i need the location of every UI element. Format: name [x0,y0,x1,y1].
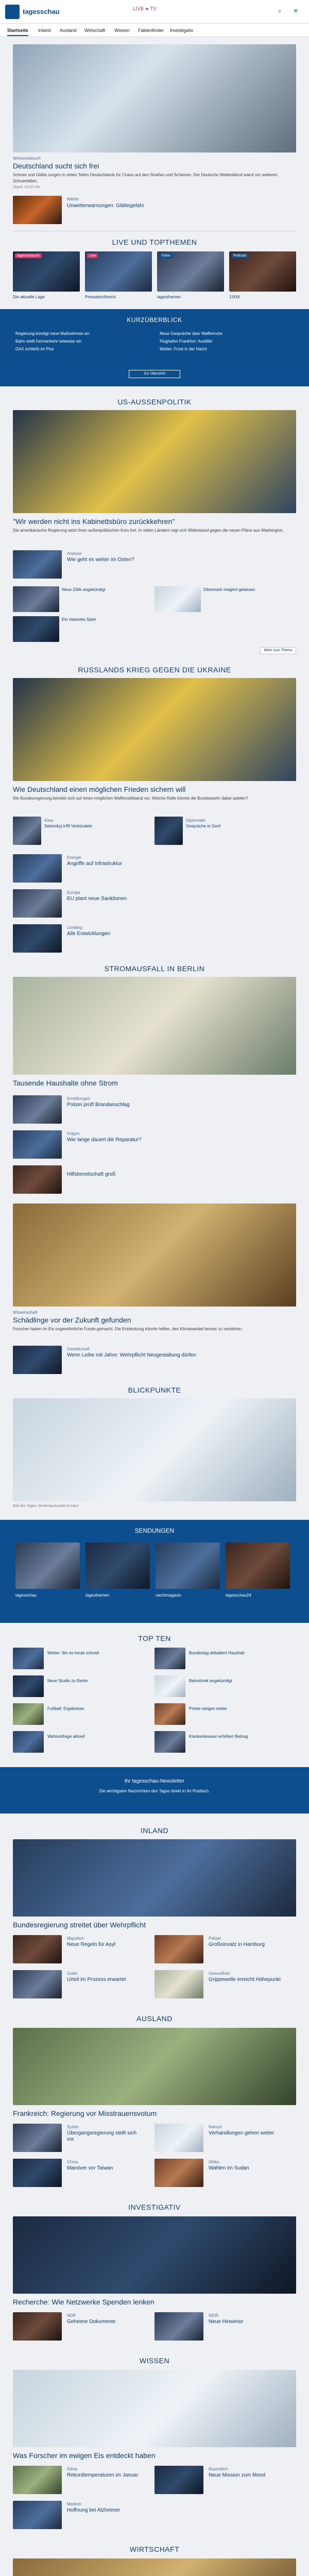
section-heading: US-AUSSENPOLITIK [117,398,192,406]
ausland-card-topline: Nahost [209,2125,222,2129]
topten-item[interactable]: Neue Studie zu Rente [47,1679,88,1683]
ticker-item[interactable]: Bahn stellt Fernverkehr teilweise ein [15,339,82,344]
inland-card-topline: Gesundheit [209,1971,230,1976]
section-heading: INLAND [140,1826,169,1835]
ukraine-card-topline: Europa [67,890,80,895]
wissen-card-image[interactable] [13,2501,62,2529]
hero-meta: Stand: 10:32 Uhr [13,185,40,189]
ukraine-card-title[interactable]: Selenskyj trifft Verbündete [44,824,92,828]
nav-item[interactable]: Startseite [7,28,28,36]
ausland-hero-image[interactable] [13,2028,296,2105]
sendung-label[interactable]: tagesschau [15,1593,37,1598]
us-card-title[interactable]: Neue Zölle angekündigt [62,587,106,592]
topten-item[interactable]: Bundestag debattiert Haushalt [189,1651,245,1655]
us-card-image[interactable] [154,586,201,612]
wissen-card-title[interactable]: Neue Mission zum Mond [209,2472,266,2478]
section-heading: AUSLAND [136,2014,173,2023]
ukraine-card-title[interactable]: Angriffe auf Infrastruktur [67,861,123,867]
topten-item[interactable]: Bahnstreik angekündigt [189,1679,232,1683]
inland-hero-image[interactable] [13,1839,296,1917]
nav-item[interactable]: Wirtschaft [84,28,106,33]
sendung-label[interactable]: nachtmagazin [156,1593,181,1598]
wissen-card-title[interactable]: Hoffnung bei Alzheimer [67,2507,121,2513]
sendung-label[interactable]: tagesthemen [85,1593,110,1598]
live-card-title[interactable]: 11KM [229,295,240,299]
berlin-card-topline: Folgen [67,1131,80,1136]
ukraine-card-image[interactable] [154,817,183,845]
inland-card-title[interactable]: Großeinsatz in Hamburg [209,1942,265,1947]
ticker-heading: KURZÜBERBLICK [127,316,182,324]
ukraine-card-topline: Diplomatie [186,818,205,823]
berlin-card-image[interactable] [13,1095,62,1124]
us-more-button[interactable]: Mehr zum Thema [260,647,296,654]
ukraine-card-topline: Liveblog [67,925,82,930]
inland-card-topline: Migration [67,1936,84,1941]
hero-image[interactable] [13,44,296,152]
live-badge: Live [87,253,98,258]
ukraine-card-image[interactable] [13,889,62,918]
inland-card-image[interactable] [154,1935,203,1963]
nav-item[interactable]: Wissen [114,28,130,33]
inland-card-topline: Polizei [209,1936,221,1941]
ukraine-title[interactable]: Wie Deutschland einen möglichen Frieden sichern will [13,785,186,793]
investigativ-card-topline: WDR [209,2313,219,2318]
ausland-card-topline: Afrika [209,2160,219,2164]
hero2-title[interactable]: Unwetterwarnungen: Glättegefahr [67,203,145,209]
us-card-image[interactable] [13,586,59,612]
topten-image[interactable] [13,1731,44,1753]
section-heading: LIVE UND TOPTHEMEN [112,238,197,246]
inland-card-image[interactable] [13,1935,62,1963]
nav-item[interactable]: Faktenfinder [138,28,164,33]
ausland-card-topline: Syrien [67,2125,79,2129]
topten-image[interactable] [13,1675,44,1697]
ausland-card-title[interactable]: Übergangsregierung stellt sich vor [67,2130,137,2142]
live-badge: tagesschau24 [15,253,42,258]
inland-card-topline: Justiz [67,1971,78,1976]
berlin-card-title[interactable]: Hilfsbereitschaft groß [67,1172,116,1177]
live-card-title[interactable]: tagesthemen [157,295,181,299]
hero2-image[interactable] [13,196,62,224]
investigativ-hero-image[interactable] [13,2216,296,2294]
berlin-title[interactable]: Tausende Haushalte ohne Strom [13,1079,118,1087]
topten-item[interactable]: Wetter: Wo es heute schneit [47,1651,99,1655]
ausland-card-title[interactable]: Manöver vor Taiwan [67,2165,113,2171]
ausland-card-title[interactable]: Verhandlungen gehen weiter [209,2130,274,2136]
nav-item[interactable]: Investigativ [170,28,194,33]
wissen-card-image[interactable] [13,2466,62,2494]
ukraine-card-image[interactable] [13,854,62,883]
wissen-card-title[interactable]: Rekordtemperaturen im Januar [67,2472,139,2478]
ticker-item[interactable]: Flughafen Frankfurt: Ausfälle [160,339,213,344]
ukraine-card-title[interactable]: EU plant neue Sanktionen [67,896,127,902]
us-card-title[interactable]: Wie geht es weiter im Osten? [67,557,134,563]
ausland-card-topline: China [67,2160,78,2164]
investigativ-card-title[interactable]: Geheime Dokumente [67,2319,116,2325]
feature2-topline: Gesellschaft [67,1347,90,1351]
hero-title[interactable]: Deutschland sucht sich frei [13,162,99,170]
berlin-hero-image[interactable] [13,977,296,1075]
sendung-label[interactable]: tagesschau24 [226,1593,251,1598]
ausland-title[interactable]: Frankreich: Regierung vor Misstrauensvotum [13,2109,157,2117]
section-heading: TOP TEN [138,1634,171,1642]
hero-topline: Wintereinbruch [13,156,41,161]
ausland-card-image[interactable] [154,2159,203,2187]
site-header [0,0,309,24]
wirtschaft-hero-image[interactable] [13,2558,296,2576]
live-tv-link[interactable]: LIVE ● TV [133,6,157,12]
ukraine-card-topline: Energie [67,855,81,860]
us-card-topline: Analyse [67,551,82,556]
section-heading: STROMAUSFALL IN BERLIN [104,964,205,973]
wissen-card-topline: Raumfahrt [209,2467,228,2471]
section-heading: WISSEN [139,2357,170,2365]
feature-topline: Wissenschaft [13,1310,38,1315]
sendung-image[interactable] [15,1543,80,1589]
berlin-card-title[interactable]: Polizei prüft Brandanschlag [67,1102,130,1108]
topten-item[interactable]: Preise steigen weiter [189,1706,228,1711]
investigativ-card-title[interactable]: Neue Hinweise [209,2319,244,2325]
topten-item[interactable]: Krankenkassen erhöhen Beitrag [189,1734,248,1739]
newsletter-panel [0,1767,309,1814]
live-badge: Video [159,253,173,258]
section-heading: BLICKPUNKTE [128,1386,181,1394]
section-heading: INVESTIGATIV [128,2203,181,2211]
berlin-card-image[interactable] [13,1165,62,1194]
logo-text[interactable]: tagesschau [23,8,60,15]
live-card-title[interactable]: Pressekonferenz [85,295,116,299]
feature2-title[interactable]: Wenn Leihe mit Jahre: Wehrpflicht Neugestaltung dürfen [67,1352,196,1358]
header-icons[interactable]: ⌕ ≡ [278,7,303,14]
newsletter-text: Die wichtigsten Nachrichten des Tages direkt in Ihr Postfach. [99,1789,210,1793]
wissen-title[interactable]: Was Forscher im ewigen Eis entdeckt haben [13,2451,156,2460]
wissen-card-topline: Medizin [67,2502,81,2506]
sendung-image[interactable] [85,1543,150,1589]
ukraine-card-title[interactable]: Gespräche in Genf [186,824,221,828]
ausland-card-title[interactable]: Wahlen im Sudan [209,2165,249,2171]
ticker-more-button[interactable]: Zur Übersicht [129,370,180,378]
feature-image[interactable] [13,1204,296,1307]
nav-item[interactable]: Ausland [60,28,77,33]
us-text: Die amerikanische Regierung setzt ihren außenpolitischen Kurs fort. In vielen Ländern regt sich Widerstand gegen die neuen Pläne aus Washington. [13,528,284,533]
investigativ-card-image[interactable] [13,2312,62,2341]
us-card-title[interactable]: Ein riskantes Spiel [62,617,96,622]
ukraine-card-image[interactable] [13,817,41,845]
ticker-col-right [160,330,296,353]
feature2-image[interactable] [13,1346,62,1374]
us-title[interactable]: "Wir werden nicht ins Kabinettsbüro zurückkehren" [13,517,175,526]
investigativ-title[interactable]: Recherche: Wie Netzwerke Spenden lenken [13,2298,154,2306]
ausland-card-image[interactable] [13,2159,62,2187]
ukraine-card-topline: Kiew [44,818,54,823]
sendungen-heading: SENDUNGEN [134,1527,175,1534]
berlin-card-title[interactable]: Wie lange dauert die Reparatur? [67,1137,142,1143]
us-hero-image[interactable] [13,410,296,513]
ukraine-card-title[interactable]: Alle Entwicklungen [67,931,110,937]
wissen-card-image[interactable] [154,2466,203,2494]
inland-card-title[interactable]: Neue Regeln für Asyl [67,1942,115,1947]
topten-image[interactable] [154,1703,185,1725]
inland-title[interactable]: Bundesregierung streitet über Wehrpflicht [13,1921,146,1929]
inland-card-image[interactable] [13,1970,62,1998]
blick-image[interactable] [13,1398,296,1501]
ukraine-card-image[interactable] [13,924,62,953]
ticker-item[interactable]: Regierung kündigt neue Maßnahmen an [15,331,90,336]
ticker-col-left [15,330,152,353]
topten-image[interactable] [13,1703,44,1725]
feature-text: Forscher haben im Eis ungewöhnliche Funde gemacht. Die Entdeckung könnte helfen, den Klimawandel besser zu verstehen. [13,1327,243,1331]
topten-image[interactable] [154,1675,185,1697]
ukraine-hero-image[interactable] [13,678,296,781]
topten-item[interactable]: Wahlumfrage aktuell [47,1734,85,1739]
section-heading: RUSSLANDS KRIEG GEGEN DIE UKRAINE [78,666,231,674]
ukraine-text: Die Bundesregierung bereitet sich auf einen möglichen Waffenstillstand vor. Welche Rolle könnte die Bundeswehr dabei spielen? [13,796,248,801]
blick-caption: Bild des Tages: Winterlandschaft im Harz [13,1504,79,1508]
berlin-card-image[interactable] [13,1130,62,1159]
inland-card-image[interactable] [154,1970,203,1998]
berlin-card-topline: Ermittlungen [67,1096,90,1101]
live-card-title[interactable]: Die aktuelle Lage [13,295,45,299]
wissen-card-topline: Klima [67,2467,78,2471]
sendungen-panel [0,1520,309,1623]
us-card-image[interactable] [13,550,62,579]
sendung-image[interactable] [156,1543,220,1589]
newsletter-title[interactable]: Ihr tagesschau-Newsletter [124,1778,185,1784]
main-nav [0,24,309,37]
ticker-item[interactable]: Wetter: Frost in der Nacht [160,347,207,352]
us-card-title[interactable]: Dänemark reagiert gelassen [203,587,255,592]
logo[interactable] [5,5,20,19]
us-card-image[interactable] [13,616,59,642]
topten-image[interactable] [13,1648,44,1669]
ticker-item[interactable]: Neue Gespräche über Waffenruhe [160,331,222,336]
wissen-hero-image[interactable] [13,2370,296,2447]
ticker-panel [0,309,309,386]
ticker-item[interactable]: DAX schließt im Plus [15,347,54,352]
topten-item[interactable]: Fußball: Ergebnisse [47,1706,84,1711]
topten-image[interactable] [154,1648,185,1669]
feature-title[interactable]: Schädlinge vor der Zukunft gefunden [13,1316,131,1324]
inland-card-title[interactable]: Urteil im Prozess erwartet [67,1977,126,1982]
hero2-topline: Wetter [67,197,79,201]
nav-item[interactable]: Inland [38,28,51,33]
sendung-image[interactable] [226,1543,290,1589]
hero-text: Schnee und Glätte sorgen in vielen Teilen Deutschlands für Chaos auf den Straßen und Schienen. Der Deutsche Wetterdienst warnt vor weiteren Schneefällen. [13,173,278,183]
live-badge: Podcast [231,253,248,258]
ausland-card-image[interactable] [154,2124,203,2152]
investigativ-card-topline: NDR [67,2313,76,2318]
topten-image[interactable] [154,1731,185,1753]
inland-card-title[interactable]: Grippewelle erreicht Höhepunkt [209,1977,281,1982]
ausland-card-image[interactable] [13,2124,62,2152]
investigativ-card-image[interactable] [154,2312,203,2341]
section-heading: WIRTSCHAFT [129,2545,180,2553]
